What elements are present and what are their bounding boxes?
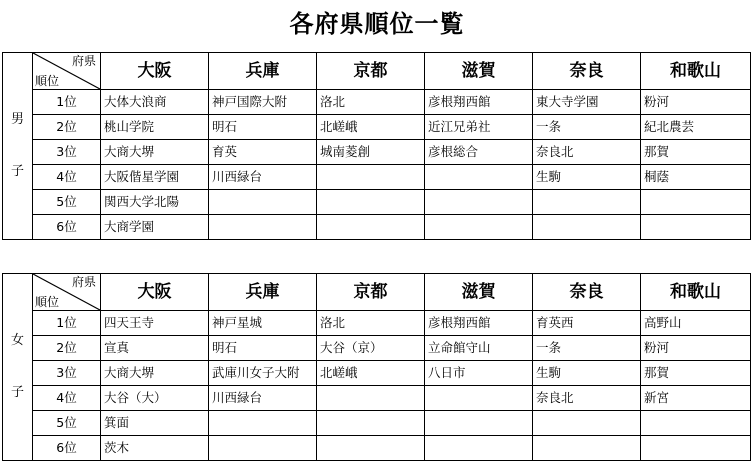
school-cell: 生駒 xyxy=(533,361,641,386)
school-cell: 大谷（京） xyxy=(317,336,425,361)
school-cell xyxy=(425,215,533,240)
school-cell xyxy=(317,165,425,190)
table-row xyxy=(3,215,751,240)
ranking-table-girls xyxy=(2,273,751,461)
school-cell: 川西緑台 xyxy=(209,165,317,190)
school-cell: 大商学園 xyxy=(101,215,209,240)
school-cell xyxy=(425,165,533,190)
school-cell xyxy=(209,436,317,461)
school-cell xyxy=(317,190,425,215)
school-cell xyxy=(317,215,425,240)
header-row xyxy=(3,53,751,90)
school-cell: 関西大学北陽 xyxy=(101,190,209,215)
school-cell: 新宮 xyxy=(641,386,751,411)
school-cell: 北嵯峨 xyxy=(317,361,425,386)
school-cell: 明石 xyxy=(209,336,317,361)
prefecture-header: 兵庫 xyxy=(209,274,317,311)
school-cell: 箕面 xyxy=(101,411,209,436)
school-cell: 洛北 xyxy=(317,90,425,115)
school-cell: 紀北農芸 xyxy=(641,115,751,140)
prefecture-header: 滋賀 xyxy=(425,53,533,90)
school-cell xyxy=(317,411,425,436)
school-cell: 奈良北 xyxy=(533,386,641,411)
table-row xyxy=(3,436,751,461)
page-title: 各府県順位一覧 xyxy=(289,10,465,38)
school-cell: 那賀 xyxy=(641,361,751,386)
table-row xyxy=(3,411,751,436)
school-cell: 大商大堺 xyxy=(101,361,209,386)
rank-label: 3位 xyxy=(33,140,101,165)
school-cell: 城南菱創 xyxy=(317,140,425,165)
table-row xyxy=(3,140,751,165)
prefecture-header: 奈良 xyxy=(533,274,641,311)
school-cell: 粉河 xyxy=(641,336,751,361)
rank-label: 5位 xyxy=(33,190,101,215)
school-cell: 一条 xyxy=(533,115,641,140)
school-cell xyxy=(533,215,641,240)
table-row xyxy=(3,361,751,386)
prefecture-header: 奈良 xyxy=(533,53,641,90)
school-cell xyxy=(425,436,533,461)
rank-label: 1位 xyxy=(33,311,101,336)
school-cell xyxy=(425,411,533,436)
table-row xyxy=(3,165,751,190)
school-cell: 近江兄弟社 xyxy=(425,115,533,140)
corner-label-prefecture: 府県 xyxy=(71,54,96,68)
prefecture-header: 京都 xyxy=(317,53,425,90)
school-cell xyxy=(425,190,533,215)
school-cell: 育英西 xyxy=(533,311,641,336)
school-cell: 高野山 xyxy=(641,311,751,336)
school-cell xyxy=(533,436,641,461)
school-cell: 東大寺学園 xyxy=(533,90,641,115)
table-row xyxy=(3,336,751,361)
table-row xyxy=(3,311,751,336)
school-cell: 生駒 xyxy=(533,165,641,190)
table-row xyxy=(3,190,751,215)
school-cell: 粉河 xyxy=(641,90,751,115)
school-cell: 茨木 xyxy=(101,436,209,461)
school-cell: 神戸国際大附 xyxy=(209,90,317,115)
rank-label: 1位 xyxy=(33,90,101,115)
rank-label: 6位 xyxy=(33,215,101,240)
school-cell: 彦根翔西館 xyxy=(425,311,533,336)
school-cell: 桐蔭 xyxy=(641,165,751,190)
school-cell: 奈良北 xyxy=(533,140,641,165)
corner-header xyxy=(33,274,101,311)
gender-label xyxy=(3,53,33,240)
rank-label: 2位 xyxy=(33,336,101,361)
gender-label xyxy=(3,274,33,461)
prefecture-header: 滋賀 xyxy=(425,274,533,311)
prefecture-header: 大阪 xyxy=(101,53,209,90)
gender-char: 子 xyxy=(10,164,24,179)
school-cell: 立命館守山 xyxy=(425,336,533,361)
school-cell xyxy=(641,215,751,240)
rank-label: 4位 xyxy=(33,165,101,190)
school-cell: 武庫川女子大附 xyxy=(209,361,317,386)
prefecture-header: 和歌山 xyxy=(641,53,751,90)
corner-label-rank: 順位 xyxy=(35,74,60,88)
school-cell: 大谷（大） xyxy=(101,386,209,411)
school-cell xyxy=(641,436,751,461)
corner-label-rank: 順位 xyxy=(35,295,60,309)
school-cell xyxy=(641,190,751,215)
prefecture-header: 大阪 xyxy=(101,274,209,311)
table-row xyxy=(3,90,751,115)
school-cell xyxy=(533,190,641,215)
prefecture-header: 京都 xyxy=(317,274,425,311)
rank-label: 5位 xyxy=(33,411,101,436)
school-cell: 育英 xyxy=(209,140,317,165)
gender-char: 子 xyxy=(10,385,24,400)
school-cell: 四天王寺 xyxy=(101,311,209,336)
school-cell: 大阪偕星学園 xyxy=(101,165,209,190)
rank-label: 4位 xyxy=(33,386,101,411)
prefecture-header: 和歌山 xyxy=(641,274,751,311)
school-cell: 宣真 xyxy=(101,336,209,361)
table-row xyxy=(3,386,751,411)
school-cell xyxy=(425,386,533,411)
school-cell xyxy=(641,411,751,436)
school-cell xyxy=(317,436,425,461)
school-cell: 明石 xyxy=(209,115,317,140)
school-cell xyxy=(209,215,317,240)
gender-char: 男 xyxy=(10,112,24,127)
school-cell: 那賀 xyxy=(641,140,751,165)
school-cell: 一条 xyxy=(533,336,641,361)
school-cell xyxy=(317,386,425,411)
school-cell: 大商大堺 xyxy=(101,140,209,165)
corner-label-prefecture: 府県 xyxy=(71,275,96,289)
school-cell: 彦根総合 xyxy=(425,140,533,165)
school-cell: 桃山学院 xyxy=(101,115,209,140)
school-cell xyxy=(209,411,317,436)
school-cell: 洛北 xyxy=(317,311,425,336)
rank-label: 2位 xyxy=(33,115,101,140)
school-cell: 北嵯峨 xyxy=(317,115,425,140)
table-row xyxy=(3,115,751,140)
school-cell: 神戸星城 xyxy=(209,311,317,336)
rank-label: 3位 xyxy=(33,361,101,386)
corner-header xyxy=(33,53,101,90)
school-cell xyxy=(209,190,317,215)
ranking-table-boys xyxy=(2,52,751,240)
school-cell: 大体大浪商 xyxy=(101,90,209,115)
rank-label: 6位 xyxy=(33,436,101,461)
prefecture-header: 兵庫 xyxy=(209,53,317,90)
header-row xyxy=(3,274,751,311)
school-cell xyxy=(533,411,641,436)
school-cell: 川西緑台 xyxy=(209,386,317,411)
school-cell: 彦根翔西館 xyxy=(425,90,533,115)
school-cell: 八日市 xyxy=(425,361,533,386)
gender-char: 女 xyxy=(10,333,24,348)
